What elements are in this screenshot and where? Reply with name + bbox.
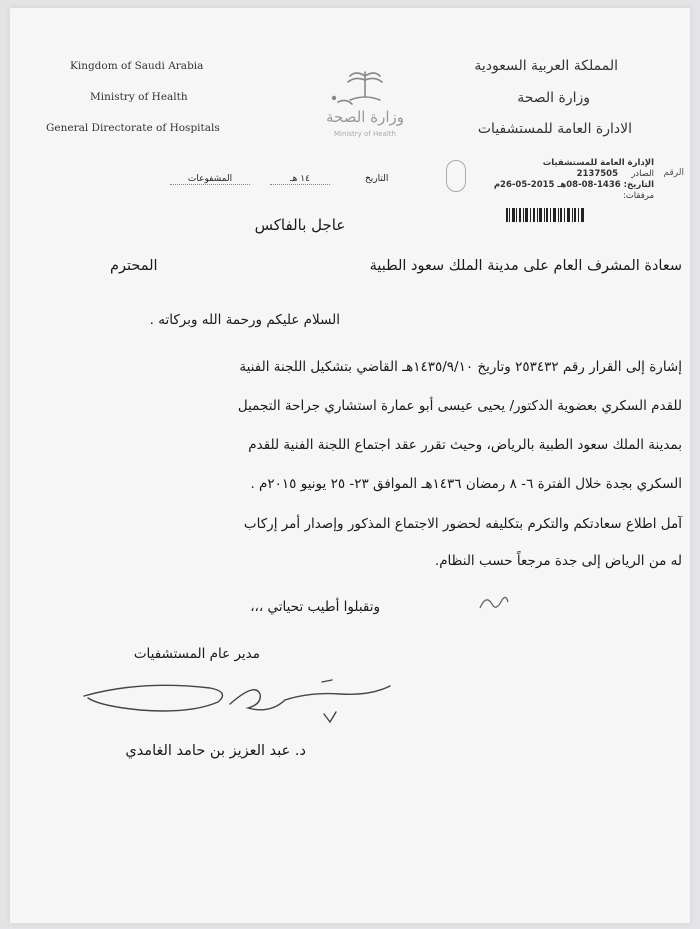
ar-ministry: وزارة الصحة	[517, 90, 590, 106]
para1-line2: للقدم السكري بعضوية الدكتور/ يحيى عيسى أبو عمارة استشاري جراحة التجميل	[237, 398, 682, 414]
hijri-year: ١٤ هـ	[270, 174, 330, 185]
en-country: Kingdom of Saudi Arabia	[70, 60, 204, 72]
attachments-label: المشفوعات	[170, 174, 250, 185]
ar-directorate: الادارة العامة للمستشفيات	[477, 121, 632, 137]
honorific: المحترم	[110, 258, 158, 274]
ar-country: المملكة العربية السعودية	[474, 58, 618, 74]
stamp-circle-icon	[446, 160, 466, 192]
signatory-name: د. عبد العزيز بن حامد الغامدي	[125, 743, 306, 759]
meta-row	[170, 174, 440, 192]
en-directorate: General Directorate of Hospitals	[46, 122, 220, 134]
stamp-ref-number: 2137505	[576, 169, 618, 179]
date-label: التاريخ	[365, 174, 389, 184]
greeting: السلام عليكم ورحمة الله وبركاته .	[149, 312, 340, 328]
stamp-attachments: مرفقات:	[622, 191, 654, 201]
para2-line1: آمل اطلاع سعادتكم والتكرم بتكليفه لحضور الاجتماع المذكور وإصدار أمر إركاب	[243, 516, 682, 532]
para1-line3: بمدينة الملك سعود الطبية بالرياض، وحيث تقرر عقد اجتماع اللجنة الفنية للقدم	[248, 437, 682, 453]
logo-subtext: Ministry of Health	[334, 130, 396, 138]
number-label: الرقم	[663, 168, 684, 178]
para1-line1: إشارة إلى القرار رقم ٢٥٣٤٣٢ وتاريخ ١٤٣٥/٩/١٠هـ القاضي بتشكيل اللجنة الفنية	[239, 359, 682, 375]
stamp-ref-label: الصادر	[631, 169, 654, 179]
stamp-date: التاريخ: 1436-08-08هـ 2015-05-26م	[493, 180, 654, 190]
letter-page	[10, 8, 690, 923]
para1-line4: السكري بجدة خلال الفترة ٦- ٨ رمضان ١٤٣٦هـ الموافق ٢٣- ٢٥ يونيو ٢٠١٥م .	[250, 476, 682, 492]
logo-text: وزارة الصحة	[326, 108, 404, 126]
stamp-dept: الإدارة العامة للمستشفيات	[542, 158, 654, 168]
signatory-title: مدير عام المستشفيات	[133, 646, 260, 662]
ministry-logo	[310, 68, 420, 148]
fax-title: عاجل بالفاكس	[254, 216, 346, 234]
recipient: سعادة المشرف العام على مدينة الملك سعود الطبية	[369, 258, 682, 274]
para2-line2: له من الرياض إلى جدة مرجعاً حسب النظام.	[434, 553, 682, 569]
en-ministry: Ministry of Health	[90, 91, 188, 103]
signature-icon	[80, 674, 410, 734]
closing: وتقبلوا أطيب تحياتي ،،،	[250, 599, 380, 615]
initials-scribble-icon	[476, 590, 510, 616]
